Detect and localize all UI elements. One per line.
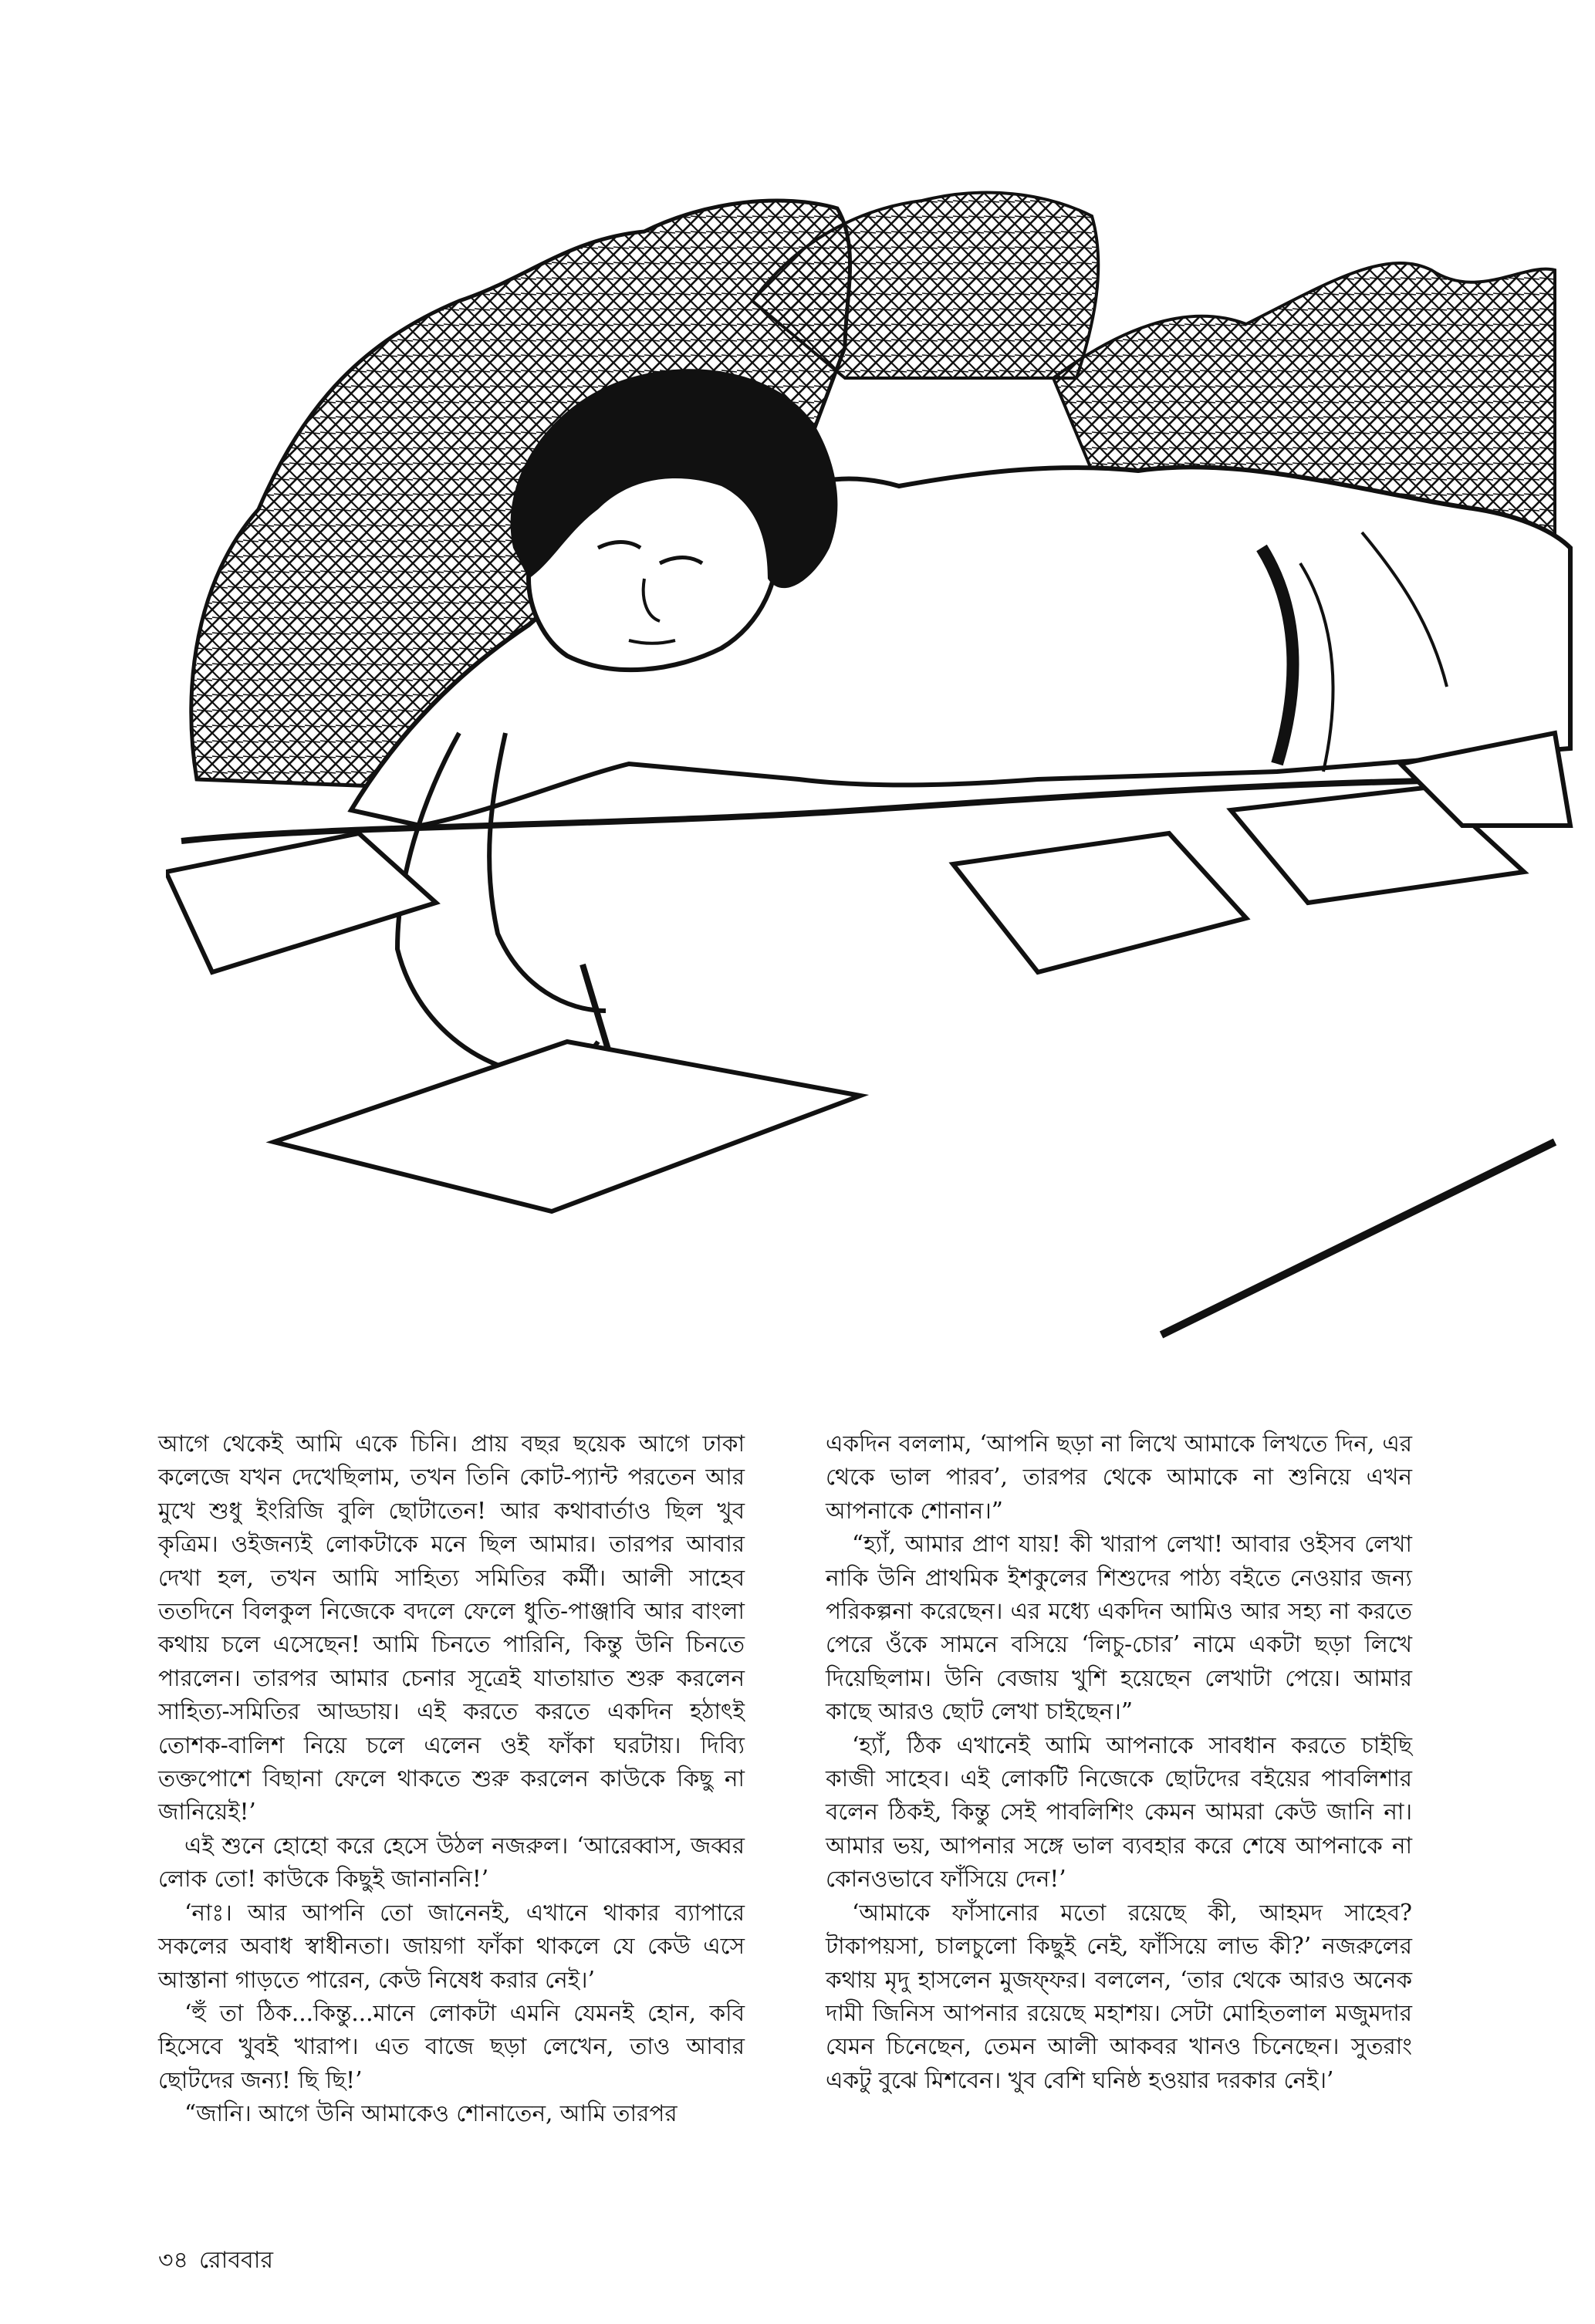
illustration-man-writing: [166, 147, 1578, 1350]
article-column-left: [158, 1427, 745, 2131]
article-paragraph: ‘হ্যাঁ, ঠিক এখানেই আমি আপনাকে সাবধান করতে চাইছি কাজী সাহেব। এই লোকটি নিজেকে ছোটদের বইয়ের পাবলিশার বলেন ঠিকই, কিন্তু সেই পাবলিশিং কেমন আমরা কেউ জানি না। আমার ভয়, আপনার সঙ্গে ভাল ব্যবহার করে শেষে আপনাকে না কোনওভাবে ফাঁসিয়ে দেন!’: [826, 1731, 1412, 1893]
article-paragraph: ‘হুঁ তা ঠিক...কিন্তু...মানে লোকটা এমনি যেমনই হোন, কবি হিসেবে খুবই খারাপ। এত বাজে ছড়া লেখেন, তাও আবার ছোটদের জন্য! ছি ছি!’: [158, 1999, 745, 2093]
article-paragraph: এই শুনে হোহো করে হেসে উঠল নজরুল। ‘আরেব্বাস, জব্বর লোক তো! কাউকে কিছুই জানাননি!’: [158, 1832, 745, 1893]
page-number: ৩৪: [158, 2247, 188, 2274]
article-paragraph: একদিন বললাম, ‘আপনি ছড়া না লিখে আমাকে লিখতে দিন, এর থেকে ভাল পারব’, তারপর থেকে আমাকে না শুনিয়ে এখন আপনাকে শোনান।”: [826, 1431, 1412, 1524]
magazine-name: রোববার: [198, 2247, 273, 2274]
article-paragraph: আগে থেকেই আমি একে চিনি। প্রায় বছর ছয়েক আগে ঢাকা কলেজে যখন দেখেছিলাম, তখন তিনি কোট-প্যান্ট পরতেন আর মুখে শুধু ইংরিজি বুলি ছোটাতেন! আর কথাবার্তাও ছিল খুব কৃত্রিম। ওইজন্যই লোকটাকে মনে ছিল আমার। তারপর আবার দেখা হল, তখন আমি সাহিত্য সমিতির কর্মী। আলী সাহেব ততদিনে বিলকুল নিজেকে বদলে ফেলে ধুতি-পাঞ্জাবি আর বাংলা কথায় চলে এসেছেন! আমি চিনতে পারিনি, কিন্তু উনি চিনতে পারলেন। তারপর আমার চেনার সূত্রেই যাতায়াত শুরু করলেন সাহিত্য-সমিতির আড্ডায়। এই করতে করতে একদিন হঠাৎই তোশক-বালিশ নিয়ে চলে এলেন ওই ফাঁকা ঘরটায়। দিব্যি তক্তপোশে বিছানা ফেলে থাকতে শুরু করলেন কাউকে কিছু না জানিয়েই!’: [158, 1431, 745, 1826]
article-paragraph: ‘নাঃ। আর আপনি তো জানেনই, এখানে থাকার ব্যাপারে সকলের অবাধ স্বাধীনতা। জায়গা ফাঁকা থাকলে যে কেউ এসে আস্তানা গাড়তে পারেন, কেউ নিষেধ করার নেই।’: [158, 1899, 745, 1993]
article-column-right: [826, 1427, 1412, 2097]
article-paragraph: “হ্যাঁ, আমার প্রাণ যায়! কী খারাপ লেখা! আবার ওইসব লেখা নাকি উনি প্রাথমিক ইশকুলের শিশুদের পাঠ্য বইতে নেওয়ার জন্য পরিকল্পনা করেছেন। এর মধ্যে একদিন আমিও আর সহ্য না করতে পেরে ওঁকে সামনে বসিয়ে ‘লিচু-চোর’ নামে একটা ছড়া লিখে দিয়েছিলাম। উনি বেজায় খুশি হয়েছেন লেখাটা পেয়ে। আমার কাছে আরও ছোট লেখা চাইছেন।”: [826, 1531, 1412, 1725]
article-paragraph: “জানি। আগে উনি আমাকেও শোনাতেন, আমি তারপর: [184, 2100, 678, 2127]
article-paragraph: ‘আমাকে ফাঁসানোর মতো রয়েছে কী, আহমদ সাহেব? টাকাপয়সা, চালচুলো কিছুই নেই, ফাঁসিয়ে লাভ কী?’ নজরুলের কথায় মৃদু হাসলেন মুজফ্‌ফর। বললেন, ‘তার থেকে আরও অনেক দামী জিনিস আপনার রয়েছে মহাশয়। সেটা মোহিতলাল মজুমদার যেমন চিনেছেন, তেমন আলী আকবর খানও চিনেছেন। সুতরাং একটু বুঝে মিশবেন। খুব বেশি ঘনিষ্ঠ হওয়ার দরকার নেই।’: [826, 1899, 1412, 2093]
page-footer: [158, 2241, 273, 2281]
